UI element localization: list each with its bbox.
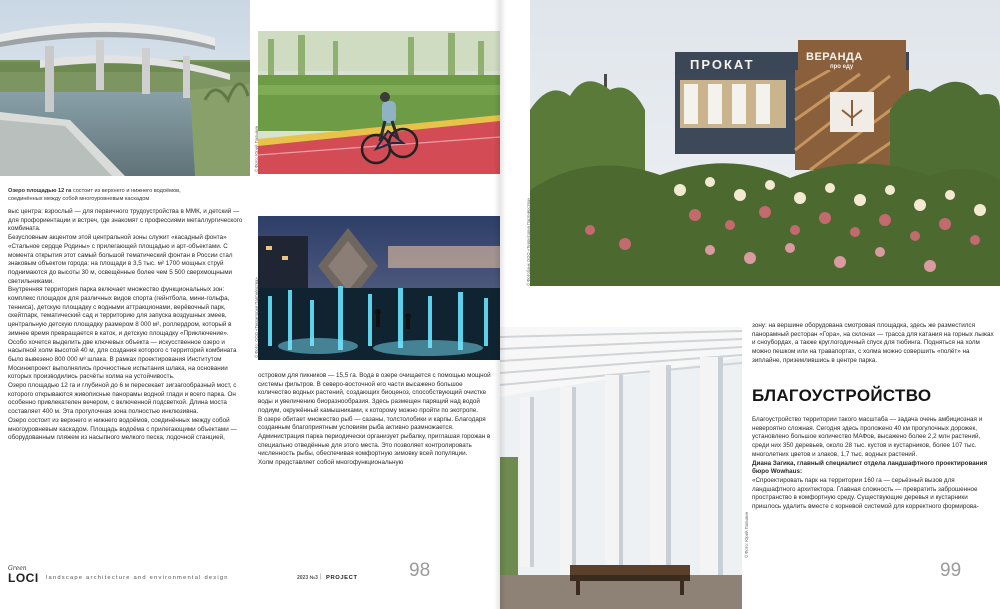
photo-caption: [8, 187, 248, 203]
quote-author-text: Диана Загика, главный специалист отдела ландшафтного проектирования бюро Wowhaus:: [752, 459, 988, 476]
text-column-2: [258, 372, 494, 468]
footer-section: PROJECT: [326, 575, 358, 581]
footer-issue: 2023 №3: [297, 575, 318, 581]
col2-paragraph: островом для пикников — 15,5 га. Вода в озере очищается с помощью мощной системы фильтров. В северо-восточной его части высажено большое количество водных растений, создающих биоценоз, способствующий очистке воды и увеличению биоразнообразия. Здесь размещен парящий над водой подиум, окружённый камышниками, к которому можно пройти по экотропе.: [258, 372, 491, 414]
text-column-right-body: [752, 416, 996, 512]
right-page: [500, 0, 1000, 609]
caption-line2: соединённых между собой многоуровневым каскадом: [8, 196, 150, 202]
pavilion-photo-credit: © Фотобанк ООО «Территория Партнёрства»: [526, 197, 531, 286]
cyclist-photo-credit: © Фото: Юрий Пальмин: [254, 125, 259, 172]
magazine-logo: [8, 565, 42, 589]
footer-separator: |: [320, 574, 322, 580]
footer-tagline: landscape architecture and environmental design: [46, 575, 229, 581]
caption-bold: Озеро площадью 12 га: [8, 188, 72, 194]
col1-paragraph: Озеро площадью 12 га и глубиной до 6 м пересекает зигзагообразный мост, с которого открываются живописные панорамы водной глади и всего парка. Он особенно привлекателен вечером, с включенной подсветкой. Длина моста составляет 400 м. Эта прогулочная зона полностью инклюзивна.: [8, 382, 237, 416]
quote-author: [752, 460, 996, 477]
col1-paragraph: выс центра: взрослый — для первичного трудоустройства в ММК, и детский — для профориентации и встреч, где знакомят с профессиями металлургического комбината.: [8, 208, 243, 233]
col1-paragraph: Внутренняя территория парка включает множество функциональных зон: комплекс площадок для различных видов спорта (гейнтбола, мини-гольфа, тенниса), детскую площадку с водными аттракционами, верёвочный парк, скейтпарк, тематический сад и территорию для запуска воздушных змеев, центральную детскую площадку размером 8 000 м², роллердром, который в зимнее время превращается в каток, и детскую площадку «Приключение».: [8, 286, 232, 337]
text-column-right-top: [752, 322, 996, 366]
section-heading: БЛАГОУСТРОЙСТВО: [752, 386, 932, 405]
sign-prokat: ПРОКАТ: [690, 57, 755, 72]
quote-text: «Спроектировать парк на территории 160 га — серьёзный вызов для ландшафтного архитектора. Главная сложность — превратить заброшенное пространство в комфортную среду. Существующие деревья и кустарники пришлось удалить вместе с корневой системой для корректного формирова-: [752, 476, 979, 511]
sign-veranda: ВЕРАНДА: [806, 51, 863, 63]
col1-paragraph: Безусловным акцентом этой центральной зоны служит «касадный фонта» «Стальное сердце Родины» с прилегающей площадью и арт-объектами. С момента открытия этот самый большой тематический фонтан в России стал знаковым объектом города: на площади в 3,5 тыс. м² 1700 мощных струй поднимаются до высоты 30 м, освещённые более чем 5 500 сверхмощными светильниками.: [8, 234, 233, 285]
bridge-lake-photo: [0, 0, 250, 176]
cyclist-photo: [258, 31, 500, 174]
sign-veranda-sub: про еду: [830, 64, 854, 70]
fountain-photo: [258, 216, 500, 360]
page-number-right: 99: [940, 560, 962, 581]
col1-paragraph: Озеро состоит из верхнего и нижнего водоёмов, соединённых между собой многоуровневым каскадом. Площадь водоёма с прилегающими объектами — оборудованным пляжем из насыпного мелкого песка, лодочной станцией,: [8, 416, 237, 442]
right-top-paragraph: зону: на вершине оборудована смотровая площадка, здесь же разместился панорамный ресторан «Гора», на склонах — трасса для катания на горных лыжах и сноубордах, а также круглогодичный спуск для тюбинга. Подняться на холм можно пешком или на травапортах, с холма можно совершить «полёт» на зиплайне, приземлившись в центре парка.: [752, 322, 994, 364]
fountain-photo-credit: © Фото: ООО «Территория Партнёрства»: [254, 277, 259, 358]
col1-paragraph: Особо хочется выделить две ключевых объекта — искусственное озеро и насыпной холм высотой 40 м, для создания которого с территорий комбината было вывезено 800 000 м³ шлака. В рамках проектирования Институтом Мосинжпроект выполнялись прочностные испытания шлака, на основании которых производились расчёты холма на устойчивость.: [8, 338, 237, 381]
logo-small: Green: [8, 565, 27, 572]
pergola-photo: [500, 327, 742, 609]
rental-pavilion-photo: [530, 0, 1000, 286]
right-body-paragraph: Благоустройство территории такого масштаба — задача очень амбициозная и невероятно сложная. Сегодня здесь проложено 40 км прогулочных дорожек, установлено большое количество МАФов, высажено более 2,2 млн растений, среди них 350 деревьев, около 28 тыс. кустов и кустарников, более 107 тыс. многолетних цветов и злаков, 1,7 тыс. водных растений.: [752, 416, 983, 458]
pergola-photo-credit: © Фото: Юрий Пальмин: [744, 511, 749, 558]
logo-big: LOCI: [8, 571, 39, 585]
spine-shadow: [494, 0, 506, 609]
page-number-left: 98: [409, 560, 431, 581]
text-column-1: [8, 208, 248, 443]
col2-paragraph: В озере обитает множество рыб — сазаны, толстолобики и карпы. Благодаря созданным благоприятным условиям рыба активно размножается. Администрация парка периодически организует рыбалку, приглашая горожан в специально отведённые для этого места. Это позволяет контролировать численность рыбы, обеспечивая комфортную зимовку всей популяции.: [258, 415, 491, 458]
caption-rest: состоит из верхнего и нижнего водоёмов,: [71, 188, 181, 194]
col2-paragraph: Холм представляет собой многофункциональную: [258, 459, 404, 467]
